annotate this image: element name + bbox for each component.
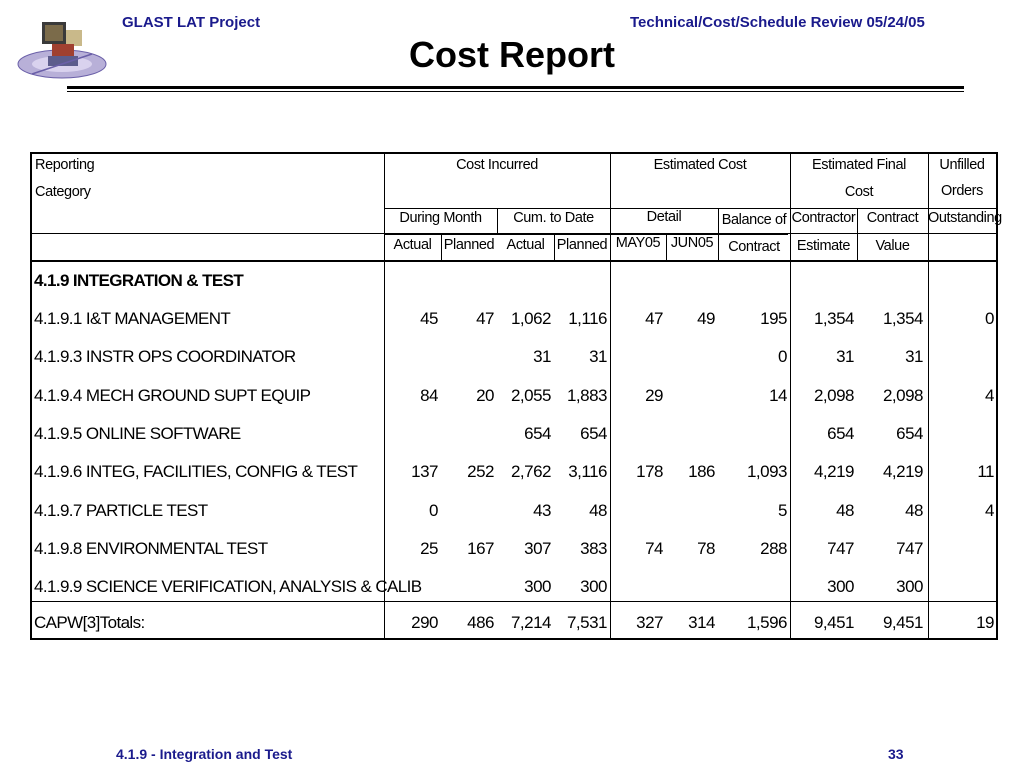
table-cell: 4 xyxy=(985,500,994,520)
table-cell: 186 xyxy=(688,462,715,482)
table-cell: 84 xyxy=(420,385,438,405)
table-cell: 11 xyxy=(977,462,994,482)
col-rule xyxy=(790,154,791,638)
table-cell: 2,098 xyxy=(813,385,854,405)
header-may05: MAY05 xyxy=(615,235,661,251)
header-contract: Contract xyxy=(728,239,780,255)
table-cell: 78 xyxy=(697,538,715,558)
table-cell: 31 xyxy=(533,347,551,367)
header-contractor: Contractor xyxy=(791,210,856,226)
col-rule xyxy=(384,154,385,638)
table-cell: 74 xyxy=(645,538,663,558)
table-cell: 0 xyxy=(778,347,787,367)
col-rule xyxy=(928,154,929,638)
table-cell: 4,219 xyxy=(882,462,923,482)
row-label: 4.1.9.9 SCIENCE VERIFICATION, ANALYSIS & CALIB xyxy=(34,577,422,597)
header-cum-to-date: Cum. to Date xyxy=(513,210,594,226)
totals-cell: 290 xyxy=(411,613,438,632)
header-actual: Actual xyxy=(393,237,432,253)
header-cost-incurred: Cost Incurred xyxy=(456,157,538,173)
table-cell: 1,354 xyxy=(813,309,854,328)
table-cell: 1,116 xyxy=(568,309,607,328)
totals-cell: 9,451 xyxy=(882,613,923,632)
table-cell: 178 xyxy=(636,462,663,482)
table-cell: 195 xyxy=(760,309,787,328)
totals-cell: 1,596 xyxy=(746,613,787,632)
totals-cell: 7,531 xyxy=(566,613,607,632)
table-cell: 31 xyxy=(905,347,923,367)
table-cell: 654 xyxy=(827,423,854,443)
table-cell: 47 xyxy=(645,309,663,328)
table-cell: 5 xyxy=(778,500,787,520)
row-label: 4.1.9.6 INTEG, FACILITIES, CONFIG & TEST xyxy=(34,462,358,482)
header-rule xyxy=(384,234,788,235)
table-cell: 49 xyxy=(697,309,715,328)
table-cell: 47 xyxy=(476,309,494,328)
header-cost: Cost xyxy=(844,184,874,200)
footer-section: 4.1.9 - Integration and Test xyxy=(116,746,293,762)
table-cell: 654 xyxy=(524,423,551,443)
table-cell: 48 xyxy=(905,500,923,520)
table-cell: 31 xyxy=(589,347,607,367)
col-rule xyxy=(610,154,611,638)
header-actual: Actual xyxy=(506,237,545,253)
page-title: Cost Report xyxy=(409,34,615,75)
totals-label: CAPW[3]Totals: xyxy=(34,613,145,632)
table-cell: 43 xyxy=(533,500,551,520)
totals-cell: 7,214 xyxy=(510,613,551,632)
table-cell: 3,116 xyxy=(568,462,607,482)
title-rule-thin xyxy=(67,91,964,92)
table-cell: 654 xyxy=(580,423,607,443)
totals-cell: 9,451 xyxy=(813,613,854,632)
table-cell: 137 xyxy=(411,462,438,482)
header-contract-value-2: Value xyxy=(875,238,910,254)
table-cell: 48 xyxy=(589,500,607,520)
table-cell: 654 xyxy=(896,423,923,443)
row-label: 4.1.9.8 ENVIRONMENTAL TEST xyxy=(34,538,268,558)
table-cell: 25 xyxy=(420,538,438,558)
totals-cell: 19 xyxy=(976,613,994,632)
table-cell: 29 xyxy=(645,385,663,405)
table-cell: 1,093 xyxy=(746,462,787,482)
section-title: 4.1.9 INTEGRATION & TEST xyxy=(34,271,244,290)
table-cell: 252 xyxy=(467,462,494,482)
table-cell: 747 xyxy=(827,538,854,558)
header-outstanding: Outstanding xyxy=(928,210,1002,226)
totals-rule xyxy=(32,601,996,602)
header-bottom-rule xyxy=(32,260,996,262)
table-cell: 1,354 xyxy=(882,309,923,328)
table-cell: 1,883 xyxy=(566,385,607,405)
row-label: 4.1.9.3 INSTR OPS COORDINATOR xyxy=(34,347,296,367)
header-orders: Orders xyxy=(941,183,983,199)
header-estimated-cost: Estimated Cost xyxy=(653,157,747,173)
header-detail: Detail xyxy=(646,209,682,225)
table-cell: 747 xyxy=(896,538,923,558)
page-number: 33 xyxy=(888,746,904,762)
review-name: Technical/Cost/Schedule Review 05/24/05 xyxy=(630,14,925,31)
table-cell: 1,062 xyxy=(510,309,551,328)
header-jun05: JUN05 xyxy=(670,235,714,251)
header-balance-of: Balance of xyxy=(721,212,787,228)
table-cell: 2,098 xyxy=(882,385,923,405)
table-cell: 45 xyxy=(420,309,438,328)
cost-report-table xyxy=(30,152,1002,640)
header-estimated-final: Estimated Final xyxy=(812,157,906,173)
header-during-month: During Month xyxy=(399,210,482,226)
row-label: 4.1.9.7 PARTICLE TEST xyxy=(34,500,208,520)
project-name: GLAST LAT Project xyxy=(122,14,261,31)
header-planned: Planned xyxy=(556,237,608,253)
header-reporting: Reporting xyxy=(35,157,95,173)
table-cell: 2,762 xyxy=(510,462,551,482)
table-cell: 0 xyxy=(429,500,438,520)
totals-cell: 314 xyxy=(688,613,715,632)
row-label: 4.1.9.5 ONLINE SOFTWARE xyxy=(34,423,241,443)
table-cell: 20 xyxy=(476,385,494,405)
table-cell: 383 xyxy=(580,538,607,558)
table-cell: 300 xyxy=(896,577,923,597)
table-cell: 4 xyxy=(985,385,994,405)
header-estimate: Estimate xyxy=(796,238,851,254)
header-contract-value-1: Contract xyxy=(866,210,919,226)
title-rule xyxy=(67,86,964,89)
table-cell: 307 xyxy=(524,538,551,558)
table-cell: 167 xyxy=(467,538,494,558)
row-label: 4.1.9.1 I&T MANAGEMENT xyxy=(34,309,231,328)
table-cell: 300 xyxy=(580,577,607,597)
totals-cell: 486 xyxy=(467,613,494,632)
table-cell: 14 xyxy=(769,385,787,405)
table-cell: 48 xyxy=(836,500,854,520)
header-unfilled: Unfilled xyxy=(939,157,985,173)
table-cell: 31 xyxy=(836,347,854,367)
table-cell: 0 xyxy=(985,309,994,328)
table-cell: 4,219 xyxy=(813,462,854,482)
header-planned: Planned xyxy=(443,237,495,253)
table-cell: 300 xyxy=(524,577,551,597)
table-cell: 288 xyxy=(760,538,787,558)
header-category: Category xyxy=(35,184,91,200)
totals-cell: 327 xyxy=(636,613,663,632)
row-label: 4.1.9.4 MECH GROUND SUPT EQUIP xyxy=(34,385,311,405)
table-cell: 2,055 xyxy=(510,385,551,405)
table-cell: 300 xyxy=(827,577,854,597)
